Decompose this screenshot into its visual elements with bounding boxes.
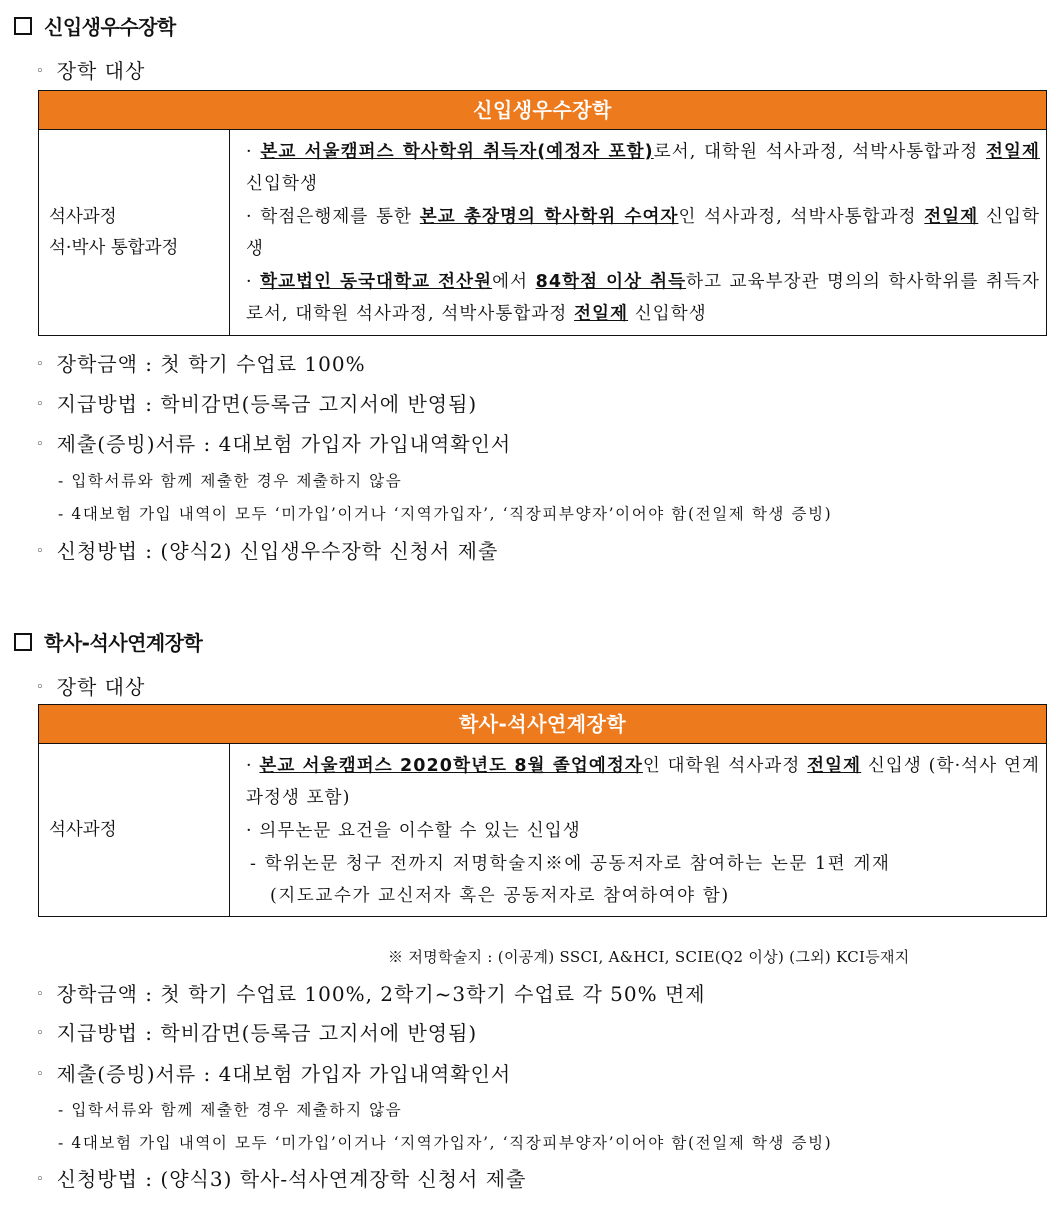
square-bullet-icon — [14, 633, 32, 651]
s1-target-label — [36, 55, 145, 84]
section-2-title-text: 학사-석사연계장학 — [44, 631, 203, 655]
item-text: 에서 — [492, 272, 536, 292]
circle-bullet-icon: ◦ — [36, 397, 45, 412]
square-bullet-icon — [14, 17, 32, 35]
item-text: 인 석사과정, 석박사통합과정 — [678, 207, 925, 227]
circle-bullet-icon: ◦ — [36, 1172, 45, 1187]
emphasized-text: 전일제 — [985, 142, 1040, 162]
s1-left-line-1: 석사과정 — [49, 206, 117, 227]
s1-table-row — [39, 130, 1046, 335]
s2-method-text: 지급방법 : 학비감면(등록금 고지서에 반영됨) — [56, 1021, 478, 1045]
s2-target-label-text: 장학 대상 — [56, 675, 146, 699]
s1-docs-note-1: - 입학서류와 함께 제출한 경우 제출하지 않음 — [58, 472, 403, 490]
emphasized-text: 전일제 — [924, 207, 979, 227]
s2-footnote: ※ 저명학술지 : (이공계) SSCI, A&HCI, SCIE(Q2 이상) (그외) KCI등재지 — [388, 948, 910, 966]
circle-bullet-icon: ◦ — [36, 544, 45, 559]
s2-docs-note-1: - 입학서류와 함께 제출한 경우 제출하지 않음 — [58, 1101, 403, 1119]
item-text: 인 대학원 석사과정 — [642, 756, 808, 776]
s2-table-header: 학사-석사연계장학 — [39, 705, 1046, 744]
emphasized-text: 84학점 이상 취득 — [535, 272, 687, 292]
s2-target-label — [36, 671, 145, 700]
item-text: 로서, 대학원 석사과정, 석박사통합과정 — [653, 142, 986, 162]
s1-left-line-2: 석·박사 통합과정 — [49, 237, 179, 258]
middle-dot-icon: · — [246, 142, 261, 162]
s2-table-left-cell — [39, 744, 230, 916]
s2-sub-note-2: (지도교수가 교신저자 혹은 공동저자로 참여하여야 함) — [270, 886, 730, 906]
section-1-title — [14, 11, 176, 40]
s1-docs-note-2: - 4대보험 가입 내역이 모두 ‘미가입’이거나 ‘지역가입자’, ‘직장피부양자’이어야 함(전일제 학생 증빙) — [58, 505, 833, 523]
middle-dot-icon: · — [246, 821, 260, 841]
s1-docs-text: 제출(증빙)서류 : 4대보험 가입자 가입내역확인서 — [56, 432, 512, 456]
s2-amount — [36, 978, 706, 1007]
s2-eligibility-item — [246, 815, 1040, 847]
item-text: 의무논문 요건을 이수할 수 있는 신입생 — [259, 821, 581, 841]
s1-apply — [36, 535, 498, 564]
s2-items — [246, 750, 1040, 847]
circle-bullet-icon: ◦ — [36, 437, 45, 452]
emphasized-text: 본교 서울캠퍼스 학사학위 취득자(예정자 포함) — [260, 142, 654, 162]
section-1-title-text: 신입생우수장학 — [44, 15, 176, 39]
s1-eligibility-table — [38, 90, 1047, 336]
s2-docs — [36, 1058, 511, 1087]
s1-target-label-text: 장학 대상 — [56, 59, 146, 83]
item-text: 학점은행제를 통한 — [260, 207, 420, 227]
s2-method — [36, 1017, 477, 1046]
s2-table-row — [39, 744, 1046, 916]
s1-docs — [36, 428, 511, 457]
s2-eligibility-item — [246, 750, 1040, 814]
s1-eligibility-item — [246, 136, 1040, 200]
emphasized-text: 본교 총장명의 학사학위 수여자 — [419, 207, 679, 227]
s1-method-text: 지급방법 : 학비감면(등록금 고지서에 반영됨) — [56, 392, 478, 416]
s2-left-line-1: 석사과정 — [49, 819, 117, 840]
s2-docs-note-2: - 4대보험 가입 내역이 모두 ‘미가입’이거나 ‘지역가입자’, ‘직장피부양자’이어야 함(전일제 학생 증빙) — [58, 1134, 833, 1152]
item-text: 신입생 (학·석사 연계과정생 포함) — [246, 756, 1041, 808]
s1-apply-text: 신청방법 : (양식2) 신입생우수장학 신청서 제출 — [56, 539, 499, 563]
s1-amount-text: 장학금액 : 첫 학기 수업료 100% — [56, 352, 366, 376]
item-text: 신입학생 — [628, 304, 707, 324]
circle-bullet-icon: ◦ — [36, 680, 45, 695]
item-text: 신입학생 — [246, 207, 1040, 259]
item-text: 신입학생 — [246, 174, 319, 194]
s2-amount-text: 장학금액 : 첫 학기 수업료 100%, 2학기~3학기 수업료 각 50% 면제 — [56, 982, 706, 1006]
s1-method — [36, 388, 477, 417]
middle-dot-icon: · — [246, 272, 261, 292]
s1-eligibility-item — [246, 266, 1040, 330]
emphasized-text: 본교 서울캠퍼스 2020학년도 8월 졸업예정자 — [259, 756, 643, 776]
s2-table-right-cell — [230, 744, 1046, 916]
s1-table-header: 신입생우수장학 — [39, 91, 1046, 130]
emphasized-text: 전일제 — [807, 756, 862, 776]
section-2-title — [14, 627, 202, 656]
middle-dot-icon: · — [246, 756, 260, 776]
emphasized-text: 학교법인 동국대학교 전산원 — [260, 272, 493, 292]
s2-apply-text: 신청방법 : (양식3) 학사-석사연계장학 신청서 제출 — [56, 1167, 527, 1191]
circle-bullet-icon: ◦ — [36, 1067, 45, 1082]
circle-bullet-icon: ◦ — [36, 357, 45, 372]
s2-sub-note-1: - 학위논문 청구 전까지 저명학술지※에 공동저자로 참여하는 논문 1편 게재 — [250, 854, 891, 874]
s1-amount — [36, 348, 366, 377]
s1-eligibility-item — [246, 201, 1040, 265]
item-text: 하고 교육부장관 명의의 학사학위를 취득자로서, 대학원 석사과정, 석박사통합과정 — [246, 272, 1040, 324]
circle-bullet-icon: ◦ — [36, 1026, 45, 1041]
s1-table-left-cell — [39, 130, 230, 335]
emphasized-text: 전일제 — [574, 304, 629, 324]
s2-eligibility-table — [38, 704, 1047, 917]
s2-apply — [36, 1163, 526, 1192]
s1-table-right-cell — [230, 130, 1046, 335]
s2-docs-text: 제출(증빙)서류 : 4대보험 가입자 가입내역확인서 — [56, 1062, 512, 1086]
circle-bullet-icon: ◦ — [36, 987, 45, 1002]
middle-dot-icon: · — [246, 207, 261, 227]
circle-bullet-icon: ◦ — [36, 64, 45, 79]
